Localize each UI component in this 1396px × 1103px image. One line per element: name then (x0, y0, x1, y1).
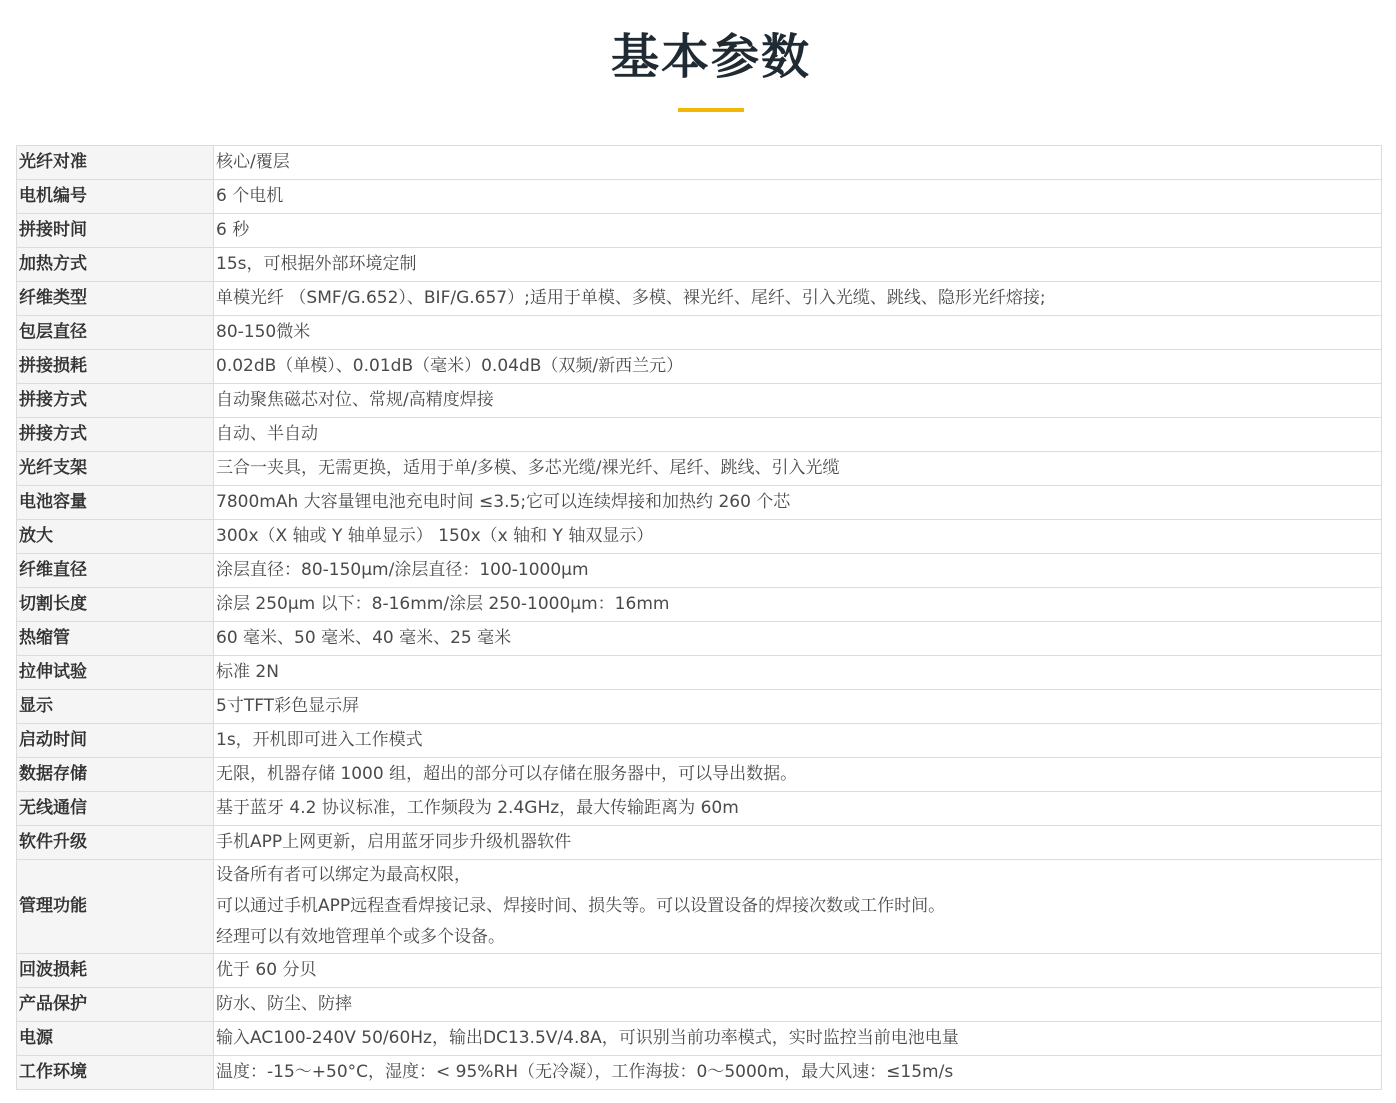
spec-label: 纤维类型 (17, 282, 214, 316)
spec-row (17, 282, 1382, 316)
spec-table (16, 145, 1382, 1090)
spec-row (17, 486, 1382, 520)
spec-row (17, 758, 1382, 792)
spec-value (214, 826, 1382, 860)
spec-value (214, 282, 1382, 316)
spec-label: 电池容量 (17, 486, 214, 520)
spec-value (214, 860, 1382, 954)
spec-value (214, 954, 1382, 988)
spec-row (17, 588, 1382, 622)
spec-label: 显示 (17, 690, 214, 724)
spec-value (214, 214, 1382, 248)
spec-label: 纤维直径 (17, 554, 214, 588)
spec-label: 拼接损耗 (17, 350, 214, 384)
spec-row (17, 792, 1382, 826)
spec-value-line: 60 毫米、50 毫米、40 毫米、25 毫米 (216, 628, 512, 648)
spec-value-line: 三合一夹具，无需更换，适用于单/多模、多芯光缆/裸光纤、尾纤、跳线、引入光缆 (216, 458, 840, 478)
spec-value (214, 418, 1382, 452)
spec-row (17, 384, 1382, 418)
spec-value (214, 486, 1382, 520)
spec-value-line: 1s，开机即可进入工作模式 (216, 730, 423, 750)
spec-row (17, 248, 1382, 282)
spec-value (214, 792, 1382, 826)
spec-row (17, 520, 1382, 554)
spec-row (17, 622, 1382, 656)
spec-value (214, 988, 1382, 1022)
spec-value-line: 7800mAh 大容量锂电池充电时间 ≤3.5;它可以连续焊接和加热约 260 个芯 (216, 492, 791, 512)
spec-label: 加热方式 (17, 248, 214, 282)
spec-value (214, 588, 1382, 622)
spec-label: 拼接时间 (17, 214, 214, 248)
spec-value-line: 0.02dB（单模）、0.01dB（毫米）0.04dB（双频/新西兰元） (216, 356, 684, 376)
spec-value-line: 300x（X 轴或 Y 轴单显示） 150x（x 轴和 Y 轴双显示） (216, 526, 654, 546)
spec-value-line: 可以通过手机APP远程查看焊接记录、焊接时间、损失等。可以设置设备的焊接次数或工作时间。 (216, 896, 946, 916)
spec-row (17, 418, 1382, 452)
spec-row (17, 214, 1382, 248)
spec-value-line: 标准 2N (216, 662, 279, 682)
spec-value-line: 设备所有者可以绑定为最高权限， (216, 865, 471, 885)
spec-value-line: 6 秒 (216, 220, 250, 240)
spec-label: 数据存储 (17, 758, 214, 792)
spec-value (214, 554, 1382, 588)
spec-value (214, 520, 1382, 554)
spec-row (17, 690, 1382, 724)
spec-value (214, 758, 1382, 792)
spec-label: 放大 (17, 520, 214, 554)
spec-label: 拼接方式 (17, 418, 214, 452)
spec-value-line: 手机APP上网更新，启用蓝牙同步升级机器软件 (216, 832, 572, 852)
spec-row (17, 452, 1382, 486)
spec-label: 光纤支架 (17, 452, 214, 486)
spec-value-line: 自动、半自动 (216, 424, 318, 444)
spec-value-line: 优于 60 分贝 (216, 960, 317, 980)
spec-row (17, 180, 1382, 214)
title-underline (678, 108, 744, 112)
spec-value (214, 384, 1382, 418)
spec-value-line: 温度：-15～+50°C，湿度：< 95%RH（无冷凝），工作海拔：0～5000m，最大风速：≤15m/s (216, 1062, 954, 1082)
spec-row (17, 316, 1382, 350)
spec-value (214, 316, 1382, 350)
spec-value-line: 15s，可根据外部环境定制 (216, 254, 417, 274)
spec-value (214, 1022, 1382, 1056)
spec-row (17, 860, 1382, 954)
spec-row (17, 954, 1382, 988)
spec-label: 电机编号 (17, 180, 214, 214)
spec-label: 无线通信 (17, 792, 214, 826)
spec-value (214, 622, 1382, 656)
spec-label: 拼接方式 (17, 384, 214, 418)
spec-row (17, 826, 1382, 860)
page-title: 基本参数 (610, 29, 811, 85)
spec-value-line: 自动聚焦磁芯对位、常规/高精度焊接 (216, 390, 494, 410)
spec-value-line: 6 个电机 (216, 186, 284, 206)
spec-label: 工作环境 (17, 1056, 214, 1090)
spec-row (17, 1056, 1382, 1090)
spec-row (17, 656, 1382, 690)
spec-label: 热缩管 (17, 622, 214, 656)
spec-label: 光纤对准 (17, 146, 214, 180)
spec-label: 启动时间 (17, 724, 214, 758)
spec-value (214, 656, 1382, 690)
spec-label: 包层直径 (17, 316, 214, 350)
spec-value (214, 724, 1382, 758)
spec-value (214, 1056, 1382, 1090)
spec-value-line: 80-150微米 (216, 322, 311, 342)
spec-value-line: 防水、防尘、防摔 (216, 994, 352, 1014)
spec-value-line: 5寸TFT彩色显示屏 (216, 696, 360, 716)
spec-value (214, 350, 1382, 384)
spec-row (17, 724, 1382, 758)
spec-label: 软件升级 (17, 826, 214, 860)
spec-label: 产品保护 (17, 988, 214, 1022)
spec-row (17, 1022, 1382, 1056)
spec-value-line: 经理可以有效地管理单个或多个设备。 (216, 927, 505, 947)
spec-value (214, 690, 1382, 724)
spec-label: 电源 (17, 1022, 214, 1056)
spec-row (17, 146, 1382, 180)
spec-label: 拉伸试验 (17, 656, 214, 690)
spec-value-line: 基于蓝牙 4.2 协议标准，工作频段为 2.4GHz，最大传输距离为 60m (216, 798, 739, 818)
spec-value-line: 涂层 250μm 以下：8-16mm/涂层 250-1000μm：16mm (216, 594, 670, 614)
spec-label: 管理功能 (17, 860, 214, 954)
spec-table-body (17, 146, 1382, 1090)
spec-value (214, 146, 1382, 180)
spec-value (214, 452, 1382, 486)
spec-value-line: 无限，机器存储 1000 组，超出的部分可以存储在服务器中，可以导出数据。 (216, 764, 798, 784)
spec-value-line: 涂层直径：80-150μm/涂层直径：100-1000μm (216, 560, 589, 580)
spec-row (17, 554, 1382, 588)
spec-label: 切割长度 (17, 588, 214, 622)
spec-value-line: 单模光纤 （SMF/G.652）、BIF/G.657）;适用于单模、多模、裸光纤、尾纤、引入光缆、跳线、隐形光纤熔接; (216, 288, 1046, 308)
spec-row (17, 988, 1382, 1022)
spec-value-line: 核心/覆层 (216, 152, 290, 172)
spec-label: 回波损耗 (17, 954, 214, 988)
spec-value-line: 输入AC100-240V 50/60Hz，输出DC13.5V/4.8A，可识别当前功率模式，实时监控当前电池电量 (216, 1028, 959, 1048)
spec-value (214, 248, 1382, 282)
spec-value (214, 180, 1382, 214)
spec-row (17, 350, 1382, 384)
